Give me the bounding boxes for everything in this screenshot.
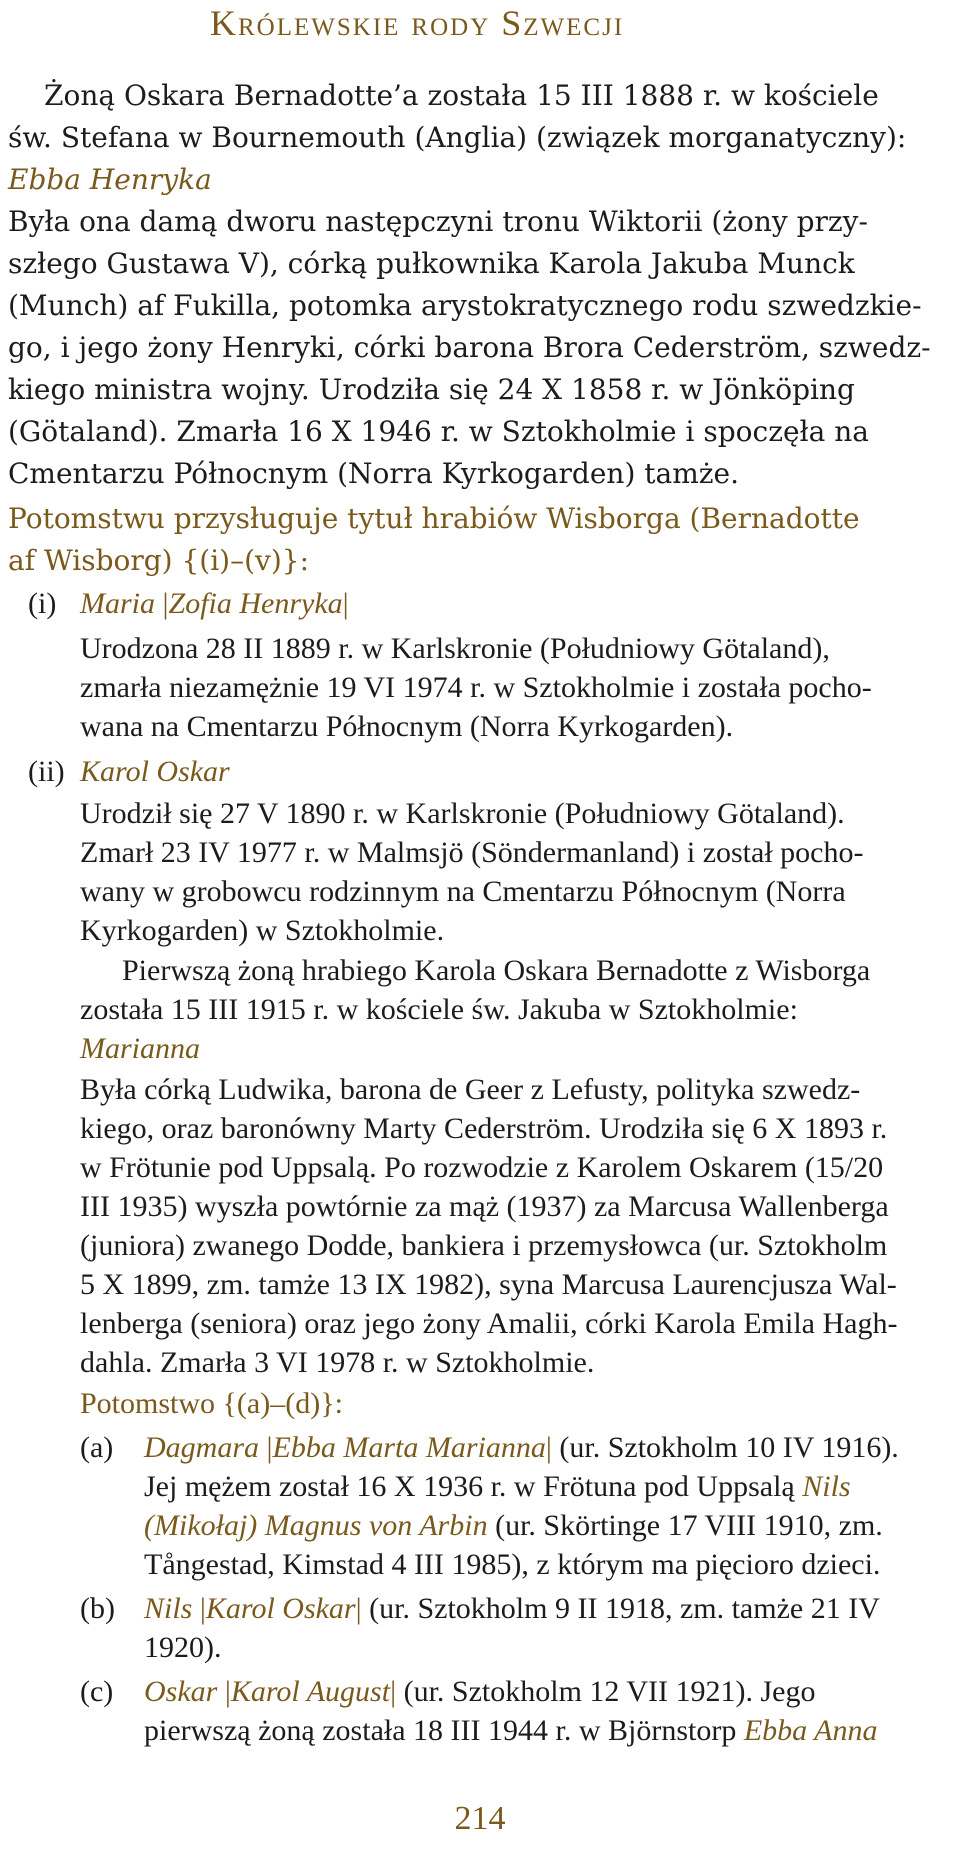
child-b-name: Nils [144,1592,193,1625]
page-number: 214 [454,1800,506,1837]
intro-line-5: szłego Gustawa V), córką pułkownika Karola Jakuba Munck [8,247,855,280]
child-a-line-3 [144,1507,883,1545]
wife-line-3: w Frötunie pod Uppsalą. Po rozwodzie z Karolem Oskarem (15/20 [80,1151,884,1184]
marker-a: (a) [80,1431,114,1464]
intro-line-4: Była ona damą dworu następczyni tronu Wiktorii (żony przy- [8,205,868,238]
child-a-line-4: Tångestad, Kimstad 4 III 1985), z którym ma pięcioro dzieci. [144,1548,881,1581]
child-c-name: Oskar [144,1675,218,1708]
husband-name-part-2: (Mikołaj) Magnus von Arbin [144,1509,488,1542]
child-a-birth: (ur. Sztokholm 10 IV 1916). [559,1431,899,1464]
intro-line-10: Cmentarzu Północnym (Norra Kyrkogarden) tamże. [8,457,739,490]
child-i-line-3: wana na Cmentarzu Północnym (Norra Kyrkogarden). [80,710,734,743]
separator: | [355,1592,362,1625]
child-b-line-1 [144,1590,880,1628]
child-a-middle-names: Ebba Marta Marianna [272,1431,546,1464]
child-i-line-2: zmarła niezamężnie 19 VI 1974 r. w Sztokholmie i została pocho- [80,671,872,704]
wife-line-4: III 1935) wyszła powtórnie za mąż (1937) za Marcusa Wallenberga [80,1190,889,1223]
spouse-name: Ebba Henryka [8,163,212,196]
separator: | [199,1592,206,1625]
wife-line-7: lenberga (seniora) oraz jego żony Amalii, córki Karola Emila Hagh- [80,1307,898,1340]
marker-ii: (ii) [28,755,65,788]
child-c-marriage: pierwszą żoną została 18 III 1944 r. w Björnstorp [144,1714,737,1747]
marker-i: (i) [28,587,57,620]
child-ii-line-4: Kyrkogarden) w Sztokholmie. [80,914,445,947]
child-i-name-line [80,585,349,623]
separator: | [342,587,349,620]
intro-line-6: (Munch) af Fukilla, potomka arystokratycznego rodu szwedzkie- [8,289,922,322]
child-a-name: Dagmara [144,1431,260,1464]
marker-b: (b) [80,1592,115,1625]
child-ii-line-3: wany w grobowcu rodzinnym na Cmentarzu Północnym (Norra [80,875,846,908]
child-ii-line-2: Zmarł 23 IV 1977 r. w Malmsjö (Söndermanland) i został pocho- [80,836,864,869]
intro-line-9: (Götaland). Zmarła 16 X 1946 r. w Sztokholmie i spoczęła na [8,415,869,448]
separator: | [266,1431,273,1464]
separator: | [162,587,169,620]
child-c-line-2 [144,1712,877,1750]
running-header: Królewskie rody Szwecji [210,3,625,43]
child-ii-line-1: Urodził się 27 V 1890 r. w Karlskronie (Południowy Götaland). [80,797,845,830]
title-section-line-2: af Wisborg) {(i)–(v)}: [8,544,310,577]
separator: | [390,1675,397,1708]
separator: | [545,1431,552,1464]
wife-name: Marianna [80,1032,200,1065]
child-a-marriage: Jej mężem został 16 X 1936 r. w Frötuna pod Uppsalą [144,1470,795,1503]
intro-line-1: Żoną Oskara Bernadotte’a została 15 III 1888 r. w kościele [44,79,879,112]
child-i-middle-names: Zofia Henryka [168,587,343,620]
wife-line-6: 5 X 1899, zm. tamże 13 IX 1982), syna Marcusa Laurencjusza Wal- [80,1268,897,1301]
child-c-birth: (ur. Sztokholm 12 VII 1921). Jego [403,1675,816,1708]
child-c-middle-names: Karol August [230,1675,391,1708]
wife-line-5: (juniora) zwanego Dodde, bankiera i przemysłowca (ur. Sztokholm [80,1229,888,1262]
marker-c: (c) [80,1675,114,1708]
child-c-line-1 [144,1673,816,1711]
title-section-line-1: Potomstwu przysługuje tytuł hrabiów Wisborga (Bernadotte [8,502,860,535]
child-b-middle-names: Karol Oskar [205,1592,356,1625]
child-i-line-1: Urodzona 28 II 1889 r. w Karlskronie (Południowy Götaland), [80,632,830,665]
child-a-line-2 [144,1468,851,1506]
child-ii-name: Karol Oskar [80,755,230,788]
marriage-line-2: została 15 III 1915 r. w kościele św. Jakuba w Sztokholmie: [80,993,798,1026]
child-i-name: Maria [80,587,155,620]
intro-line-2: św. Stefana w Bournemouth (Anglia) (związek morganatyczny): [8,121,907,154]
wife-line-2: kiego, oraz baronówny Marty Cederström. Urodziła się 6 X 1893 r. [80,1112,888,1145]
wife-line-8: dahla. Zmarła 3 VI 1978 r. w Sztokholmie. [80,1346,595,1379]
husband-birth: (ur. Skörtinge 17 VIII 1910, zm. [495,1509,883,1542]
child-c-wife-name: Ebba Anna [743,1714,878,1747]
intro-line-7: go, i jego żony Henryki, córki barona Brora Cederström, szwedz- [8,331,931,364]
child-a-line-1 [144,1429,899,1467]
husband-name-part-1: Nils [802,1470,851,1503]
child-b-line-2: 1920). [144,1631,222,1664]
marriage-line-1: Pierwszą żoną hrabiego Karola Oskara Bernadotte z Wisborga [122,954,871,987]
intro-line-8: kiego ministra wojny. Urodziła się 24 X 1858 r. w Jönköping [8,373,855,406]
child-b-dates: (ur. Sztokholm 9 II 1918, zm. tamże 21 IV [369,1592,880,1625]
wife-line-1: Była córką Ludwika, barona de Geer z Lefusty, polityka szwedz- [80,1073,861,1106]
separator: | [224,1675,231,1708]
offspring-heading: Potomstwo {(a)–(d)}: [80,1387,343,1420]
